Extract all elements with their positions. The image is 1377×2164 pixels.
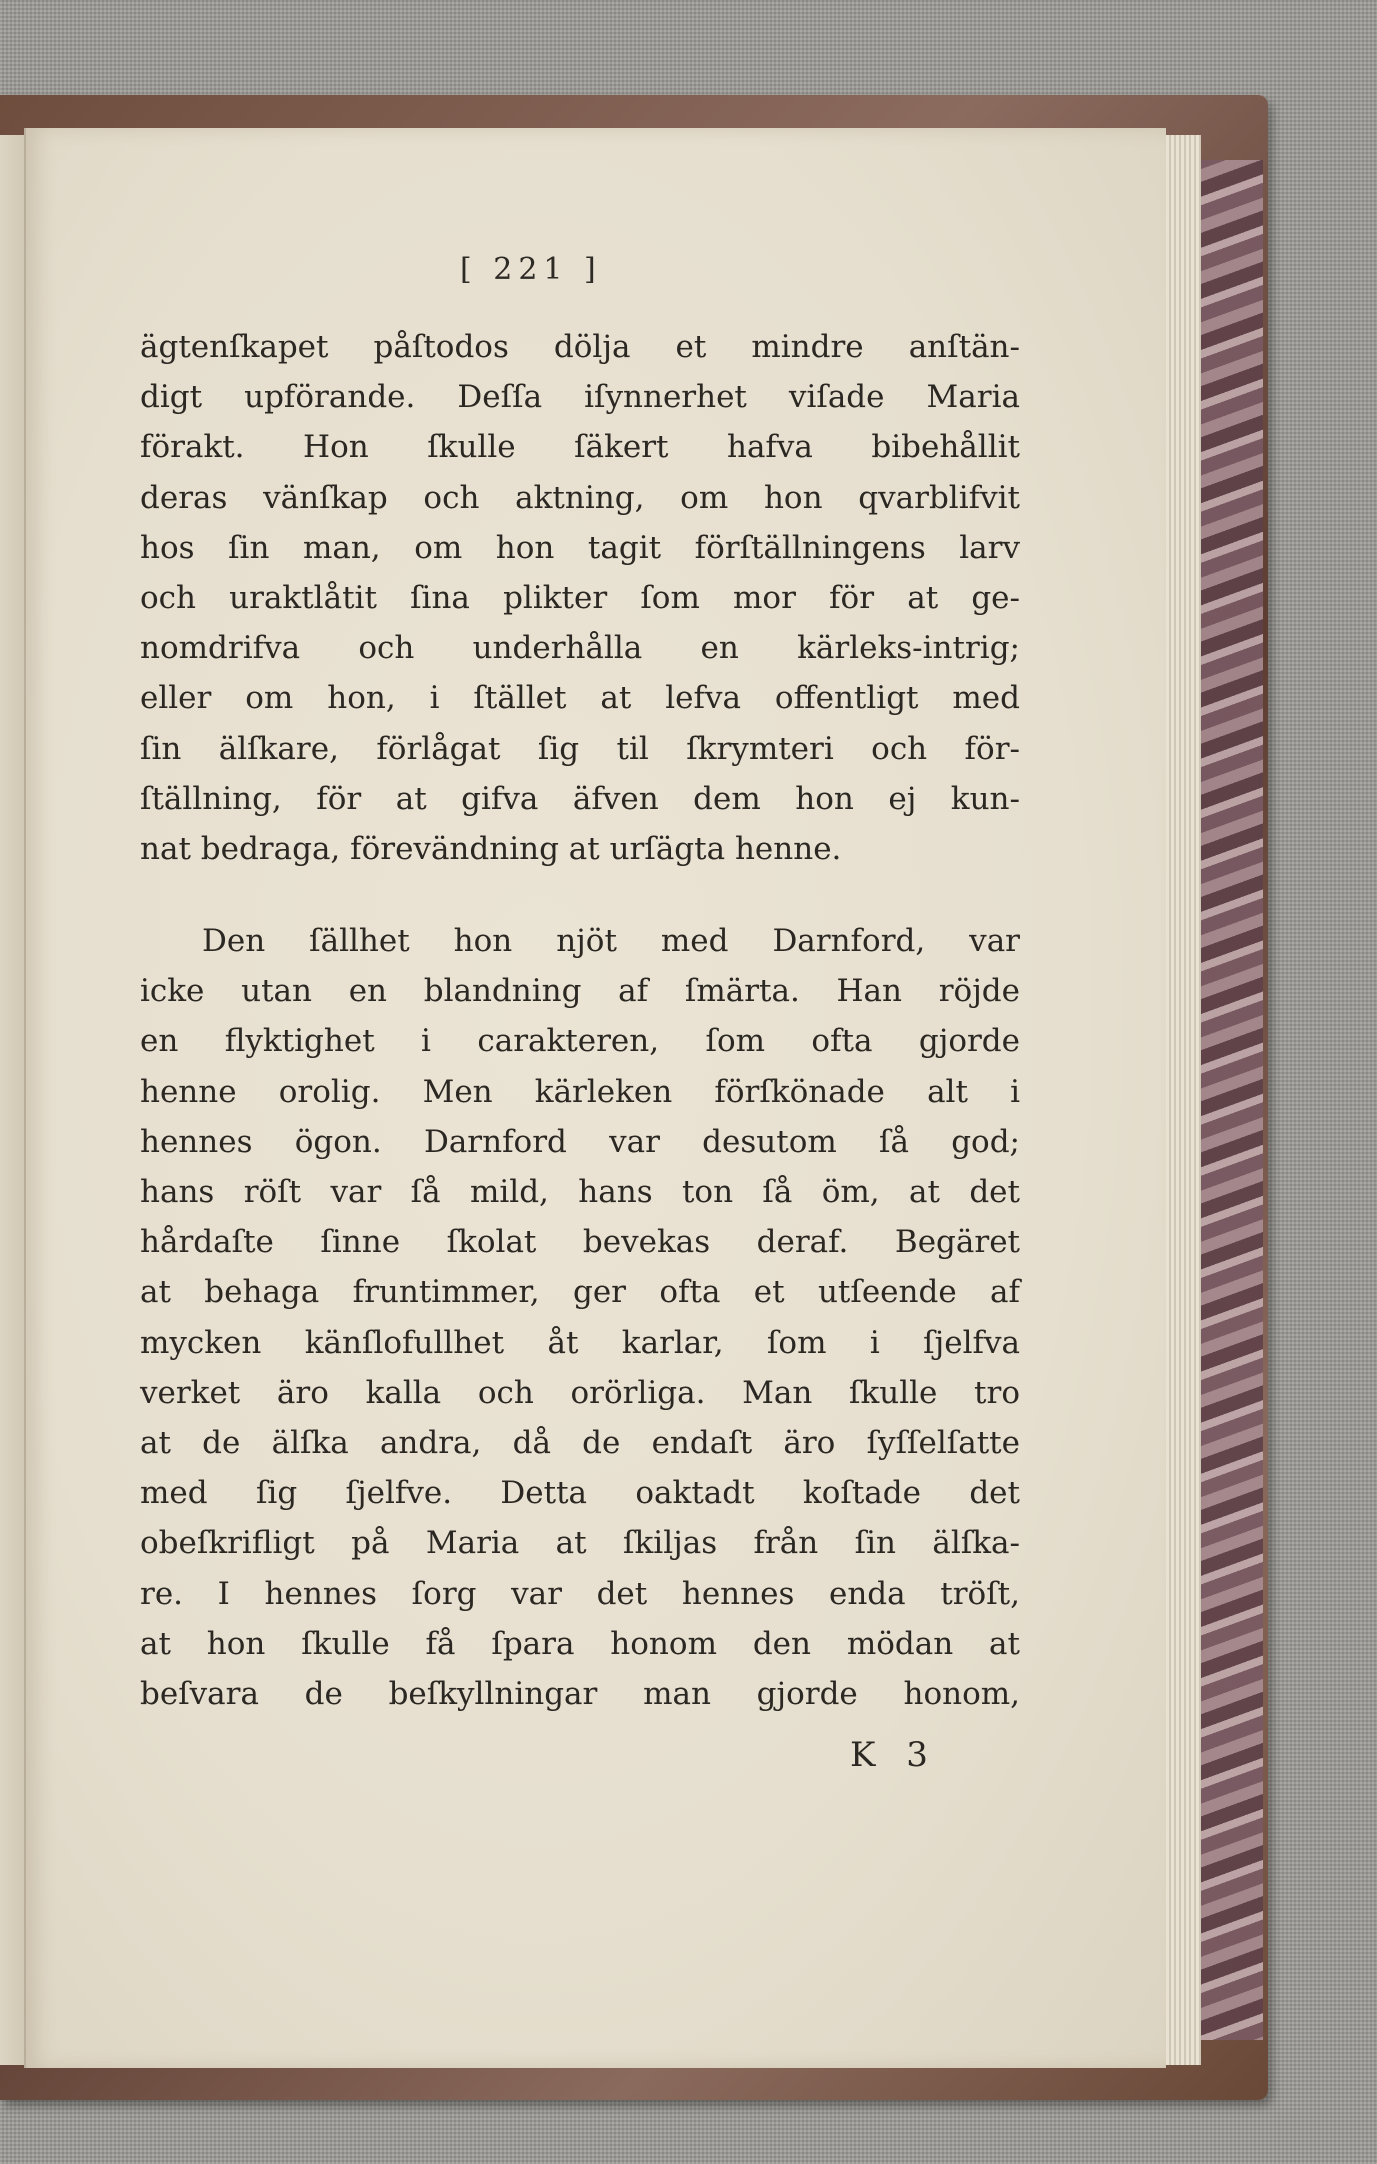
text-line: nat bedraga, förevändning at urſägta henne. — [140, 830, 842, 867]
paragraph-1 — [140, 322, 1020, 874]
text-line: hårdaſte ſinne ſkolat bevekas deraf. Begäret — [140, 1224, 1020, 1261]
text-line: at de älſka andra, då de endaſt äro ſyſſelſatte — [140, 1424, 1020, 1461]
text-line: och uraktlåtit ſina plikter ſom mor för at ge- — [140, 579, 1020, 616]
text-line: eller om hon, i ſtället at lefva offentligt med — [140, 680, 1020, 717]
text-line: re. I hennes ſorg var det hennes enda tröſt, — [140, 1575, 1020, 1612]
page-number: [ 221 ] — [460, 252, 602, 287]
text-line: hos ſin man, om hon tagit förſtällningens larv — [140, 529, 1020, 566]
text-line: ſtällning, för at gifva äfven dem hon ej kun- — [140, 780, 1020, 817]
text-line: en flyktighet i carakteren, ſom ofta gjorde — [140, 1023, 1020, 1060]
paragraph-gap — [140, 874, 1020, 916]
text-line: beſvara de beſkyllningar man gjorde honom, — [140, 1675, 1020, 1712]
text-line: at behaga fruntimmer, ger ofta et utſeende af — [140, 1274, 1020, 1311]
body-text — [140, 322, 1020, 1719]
signature-mark: K 3 — [850, 1735, 938, 1775]
text-line: obeſkrifligt på Maria at ſkiljas från ſin älſka- — [140, 1525, 1020, 1562]
text-line: ägtenſkapet påſtodos dölja et mindre anſtän- — [140, 329, 1020, 365]
text-line: hans röſt var ſå mild, hans ton ſå öm, at det — [140, 1174, 1020, 1210]
text-line: deras vänſkap och aktning, om hon qvarblifvit — [140, 479, 1020, 516]
text-line: förakt. Hon ſkulle ſäkert hafva bibehållit — [140, 429, 1020, 466]
text-line: Den ſällhet hon njöt med Darnford, var — [202, 923, 1020, 960]
text-line: digt upförande. Deſſa iſynnerhet viſade Maria — [140, 379, 1020, 416]
text-line: med ſig ſjelfve. Detta oaktadt koſtade det — [140, 1475, 1020, 1512]
text-line: ſin älſkare, förlågat ſig til ſkrymteri och för- — [140, 730, 1020, 767]
text-line: verket äro kalla och orörliga. Man ſkulle tro — [140, 1374, 1020, 1411]
text-line: hennes ögon. Darnford var desutom ſå god; — [140, 1123, 1020, 1160]
text-line: nomdrifva och underhålla en kärleks-intrig; — [140, 630, 1020, 667]
text-line: icke utan en blandning af ſmärta. Han röjde — [140, 973, 1020, 1010]
text-line: at hon ſkulle få ſpara honom den mödan at — [140, 1625, 1020, 1662]
text-line: henne orolig. Men kärleken förſkönade alt i — [140, 1073, 1020, 1110]
paragraph-2 — [140, 916, 1020, 1719]
text-line: mycken känſlofullhet åt karlar, ſom i ſjelfva — [140, 1324, 1020, 1361]
